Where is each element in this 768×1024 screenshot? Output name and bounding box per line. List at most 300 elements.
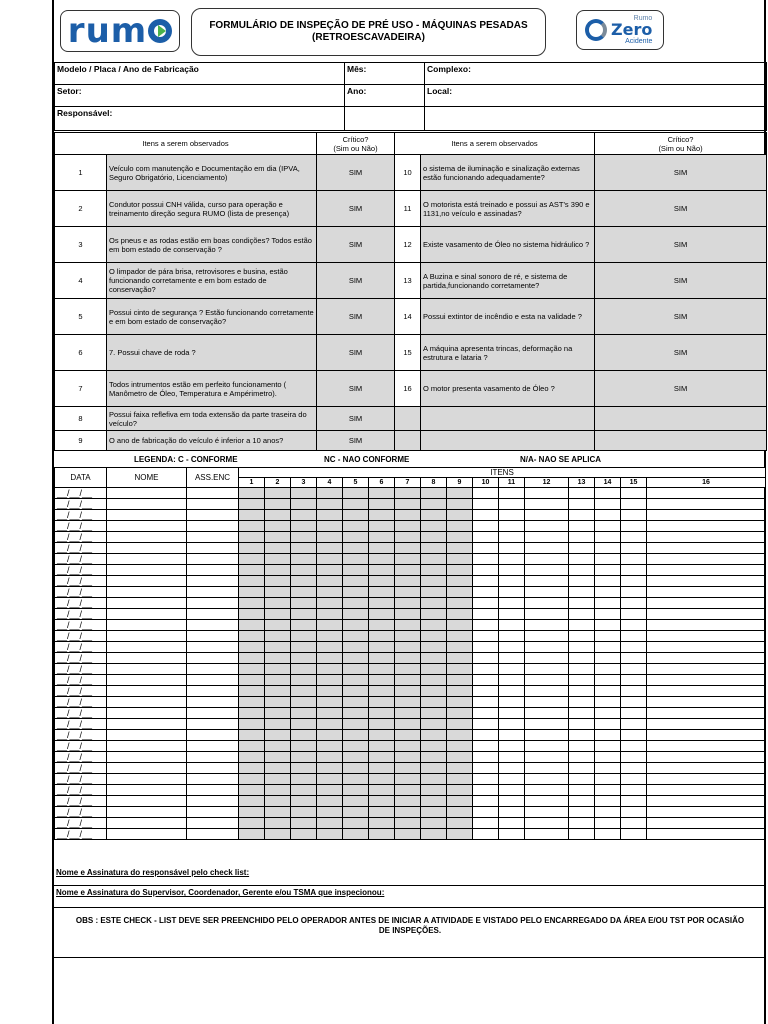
log-item-cell[interactable]: [265, 631, 291, 642]
log-item-cell[interactable]: [499, 587, 525, 598]
log-date-cell[interactable]: __/__/__: [55, 774, 107, 785]
log-item-cell[interactable]: [421, 499, 447, 510]
log-item-cell[interactable]: [499, 653, 525, 664]
log-item-cell[interactable]: [265, 664, 291, 675]
log-name-cell[interactable]: [107, 642, 187, 653]
log-item-cell[interactable]: [291, 730, 317, 741]
log-item-cell[interactable]: [499, 741, 525, 752]
log-item-cell[interactable]: [317, 554, 343, 565]
log-item-cell[interactable]: [395, 664, 421, 675]
log-name-cell[interactable]: [107, 653, 187, 664]
log-item-cell[interactable]: [473, 598, 499, 609]
log-item-cell[interactable]: [569, 664, 595, 675]
log-name-cell[interactable]: [107, 510, 187, 521]
log-item-cell[interactable]: [343, 631, 369, 642]
log-item-cell[interactable]: [447, 752, 473, 763]
item-critical-value[interactable]: SIM: [317, 263, 395, 299]
log-item-cell[interactable]: [447, 785, 473, 796]
log-name-cell[interactable]: [107, 664, 187, 675]
log-item-cell[interactable]: [265, 642, 291, 653]
log-item-cell[interactable]: [343, 675, 369, 686]
log-item-cell[interactable]: [499, 609, 525, 620]
log-signature-cell[interactable]: [187, 686, 239, 697]
log-date-cell[interactable]: __/__/__: [55, 785, 107, 796]
log-item-cell[interactable]: [621, 587, 647, 598]
log-date-cell[interactable]: __/__/__: [55, 675, 107, 686]
log-date-cell[interactable]: __/__/__: [55, 576, 107, 587]
log-item-cell[interactable]: [343, 532, 369, 543]
log-signature-cell[interactable]: [187, 598, 239, 609]
log-item-cell[interactable]: [473, 785, 499, 796]
log-item-cell[interactable]: [473, 741, 499, 752]
log-item-cell[interactable]: [525, 664, 569, 675]
log-item-cell[interactable]: [317, 532, 343, 543]
log-item-cell[interactable]: [525, 576, 569, 587]
log-item-cell[interactable]: [447, 598, 473, 609]
log-item-cell[interactable]: [525, 521, 569, 532]
log-item-cell[interactable]: [473, 675, 499, 686]
log-item-cell[interactable]: [395, 785, 421, 796]
log-item-cell[interactable]: [473, 752, 499, 763]
log-item-cell[interactable]: [621, 532, 647, 543]
log-item-cell[interactable]: [621, 796, 647, 807]
log-item-cell[interactable]: [343, 609, 369, 620]
log-item-cell[interactable]: [421, 730, 447, 741]
log-item-cell[interactable]: [343, 521, 369, 532]
log-date-cell[interactable]: __/__/__: [55, 521, 107, 532]
log-item-cell[interactable]: [239, 521, 265, 532]
log-item-cell[interactable]: [343, 730, 369, 741]
log-item-cell[interactable]: [447, 631, 473, 642]
item-critical-value[interactable]: SIM: [317, 335, 395, 371]
log-item-cell[interactable]: [239, 796, 265, 807]
log-name-cell[interactable]: [107, 620, 187, 631]
complexo-field[interactable]: Complexo:: [425, 63, 767, 85]
log-item-cell[interactable]: [291, 829, 317, 840]
log-item-cell[interactable]: [647, 719, 766, 730]
log-item-cell[interactable]: [265, 587, 291, 598]
log-item-cell[interactable]: [595, 532, 621, 543]
log-date-cell[interactable]: __/__/__: [55, 499, 107, 510]
log-item-cell[interactable]: [595, 598, 621, 609]
log-item-cell[interactable]: [395, 631, 421, 642]
log-item-cell[interactable]: [291, 774, 317, 785]
log-item-cell[interactable]: [239, 807, 265, 818]
log-signature-cell[interactable]: [187, 708, 239, 719]
log-item-cell[interactable]: [499, 829, 525, 840]
log-signature-cell[interactable]: [187, 752, 239, 763]
log-item-cell[interactable]: [447, 620, 473, 631]
log-item-cell[interactable]: [595, 587, 621, 598]
log-signature-cell[interactable]: [187, 499, 239, 510]
log-signature-cell[interactable]: [187, 576, 239, 587]
log-signature-cell[interactable]: [187, 554, 239, 565]
log-date-cell[interactable]: __/__/__: [55, 664, 107, 675]
log-signature-cell[interactable]: [187, 675, 239, 686]
log-name-cell[interactable]: [107, 730, 187, 741]
log-item-cell[interactable]: [421, 752, 447, 763]
log-item-cell[interactable]: [317, 807, 343, 818]
log-item-cell[interactable]: [569, 796, 595, 807]
log-item-cell[interactable]: [369, 675, 395, 686]
log-item-cell[interactable]: [525, 653, 569, 664]
log-item-cell[interactable]: [291, 796, 317, 807]
log-item-cell[interactable]: [317, 543, 343, 554]
log-item-cell[interactable]: [317, 576, 343, 587]
log-item-cell[interactable]: [395, 510, 421, 521]
log-item-cell[interactable]: [265, 774, 291, 785]
log-item-cell[interactable]: [343, 653, 369, 664]
item-critical-value[interactable]: SIM: [317, 299, 395, 335]
log-item-cell[interactable]: [291, 554, 317, 565]
log-item-cell[interactable]: [647, 609, 766, 620]
log-item-cell[interactable]: [265, 752, 291, 763]
log-item-cell[interactable]: [473, 554, 499, 565]
log-item-cell[interactable]: [569, 543, 595, 554]
log-item-cell[interactable]: [525, 532, 569, 543]
log-item-cell[interactable]: [499, 510, 525, 521]
log-item-cell[interactable]: [595, 796, 621, 807]
log-signature-cell[interactable]: [187, 807, 239, 818]
log-item-cell[interactable]: [647, 807, 766, 818]
log-item-cell[interactable]: [369, 741, 395, 752]
log-item-cell[interactable]: [265, 620, 291, 631]
log-item-cell[interactable]: [525, 741, 569, 752]
modelo-field[interactable]: Modelo / Placa / Ano de Fabricação: [55, 63, 345, 85]
log-item-cell[interactable]: [369, 752, 395, 763]
log-item-cell[interactable]: [343, 774, 369, 785]
log-item-cell[interactable]: [647, 587, 766, 598]
log-item-cell[interactable]: [421, 785, 447, 796]
log-item-cell[interactable]: [595, 499, 621, 510]
log-item-cell[interactable]: [369, 576, 395, 587]
log-item-cell[interactable]: [421, 774, 447, 785]
log-item-cell[interactable]: [595, 510, 621, 521]
log-item-cell[interactable]: [647, 653, 766, 664]
log-item-cell[interactable]: [447, 686, 473, 697]
log-item-cell[interactable]: [239, 774, 265, 785]
log-item-cell[interactable]: [421, 576, 447, 587]
log-date-cell[interactable]: __/__/__: [55, 565, 107, 576]
log-item-cell[interactable]: [395, 686, 421, 697]
log-item-cell[interactable]: [525, 609, 569, 620]
log-item-cell[interactable]: [525, 543, 569, 554]
responsavel-field[interactable]: Responsável:: [55, 107, 345, 131]
log-item-cell[interactable]: [265, 796, 291, 807]
log-item-cell[interactable]: [369, 631, 395, 642]
log-item-cell[interactable]: [621, 664, 647, 675]
log-item-cell[interactable]: [473, 587, 499, 598]
log-item-cell[interactable]: [239, 609, 265, 620]
log-item-cell[interactable]: [525, 510, 569, 521]
log-signature-cell[interactable]: [187, 521, 239, 532]
log-item-cell[interactable]: [595, 565, 621, 576]
log-item-cell[interactable]: [395, 609, 421, 620]
item-critical-value[interactable]: SIM: [317, 227, 395, 263]
log-item-cell[interactable]: [395, 708, 421, 719]
log-item-cell[interactable]: [647, 730, 766, 741]
log-name-cell[interactable]: [107, 774, 187, 785]
log-item-cell[interactable]: [621, 510, 647, 521]
log-item-cell[interactable]: [265, 697, 291, 708]
log-item-cell[interactable]: [317, 686, 343, 697]
log-item-cell[interactable]: [569, 488, 595, 499]
log-date-cell[interactable]: __/__/__: [55, 631, 107, 642]
log-item-cell[interactable]: [647, 664, 766, 675]
log-item-cell[interactable]: [621, 499, 647, 510]
log-item-cell[interactable]: [291, 763, 317, 774]
log-item-cell[interactable]: [291, 653, 317, 664]
log-item-cell[interactable]: [343, 554, 369, 565]
log-signature-cell[interactable]: [187, 785, 239, 796]
log-name-cell[interactable]: [107, 598, 187, 609]
log-item-cell[interactable]: [317, 829, 343, 840]
log-item-cell[interactable]: [343, 818, 369, 829]
log-date-cell[interactable]: __/__/__: [55, 697, 107, 708]
log-item-cell[interactable]: [421, 521, 447, 532]
log-item-cell[interactable]: [595, 488, 621, 499]
log-item-cell[interactable]: [525, 719, 569, 730]
log-item-cell[interactable]: [595, 763, 621, 774]
log-item-cell[interactable]: [569, 620, 595, 631]
log-item-cell[interactable]: [265, 576, 291, 587]
log-date-cell[interactable]: __/__/__: [55, 818, 107, 829]
log-date-cell[interactable]: __/__/__: [55, 609, 107, 620]
log-item-cell[interactable]: [291, 499, 317, 510]
log-name-cell[interactable]: [107, 543, 187, 554]
log-item-cell[interactable]: [369, 708, 395, 719]
log-name-cell[interactable]: [107, 763, 187, 774]
log-item-cell[interactable]: [291, 741, 317, 752]
log-item-cell[interactable]: [499, 532, 525, 543]
log-item-cell[interactable]: [647, 774, 766, 785]
log-item-cell[interactable]: [369, 543, 395, 554]
log-item-cell[interactable]: [595, 653, 621, 664]
log-item-cell[interactable]: [343, 829, 369, 840]
log-item-cell[interactable]: [239, 642, 265, 653]
log-item-cell[interactable]: [569, 752, 595, 763]
log-item-cell[interactable]: [317, 763, 343, 774]
log-item-cell[interactable]: [343, 807, 369, 818]
log-item-cell[interactable]: [239, 719, 265, 730]
log-item-cell[interactable]: [395, 730, 421, 741]
log-item-cell[interactable]: [525, 499, 569, 510]
local-field[interactable]: Local:: [425, 85, 767, 107]
log-item-cell[interactable]: [395, 653, 421, 664]
log-item-cell[interactable]: [239, 510, 265, 521]
log-item-cell[interactable]: [499, 499, 525, 510]
item-critical-value[interactable]: SIM: [595, 227, 767, 263]
log-signature-cell[interactable]: [187, 796, 239, 807]
log-name-cell[interactable]: [107, 554, 187, 565]
log-item-cell[interactable]: [343, 499, 369, 510]
log-item-cell[interactable]: [395, 543, 421, 554]
log-item-cell[interactable]: [239, 488, 265, 499]
log-item-cell[interactable]: [421, 609, 447, 620]
log-item-cell[interactable]: [317, 719, 343, 730]
log-item-cell[interactable]: [291, 521, 317, 532]
log-item-cell[interactable]: [647, 697, 766, 708]
log-item-cell[interactable]: [499, 774, 525, 785]
log-item-cell[interactable]: [447, 807, 473, 818]
log-item-cell[interactable]: [447, 741, 473, 752]
log-item-cell[interactable]: [595, 576, 621, 587]
log-item-cell[interactable]: [317, 818, 343, 829]
log-item-cell[interactable]: [647, 499, 766, 510]
log-item-cell[interactable]: [421, 598, 447, 609]
log-item-cell[interactable]: [569, 642, 595, 653]
log-item-cell[interactable]: [499, 796, 525, 807]
log-date-cell[interactable]: __/__/__: [55, 708, 107, 719]
log-item-cell[interactable]: [291, 609, 317, 620]
log-item-cell[interactable]: [595, 807, 621, 818]
log-item-cell[interactable]: [369, 807, 395, 818]
log-item-cell[interactable]: [569, 532, 595, 543]
log-item-cell[interactable]: [265, 719, 291, 730]
log-item-cell[interactable]: [569, 741, 595, 752]
log-item-cell[interactable]: [621, 675, 647, 686]
log-item-cell[interactable]: [595, 554, 621, 565]
log-item-cell[interactable]: [621, 598, 647, 609]
log-item-cell[interactable]: [369, 763, 395, 774]
log-signature-cell[interactable]: [187, 653, 239, 664]
log-item-cell[interactable]: [499, 785, 525, 796]
log-name-cell[interactable]: [107, 796, 187, 807]
log-item-cell[interactable]: [621, 785, 647, 796]
log-signature-cell[interactable]: [187, 697, 239, 708]
log-item-cell[interactable]: [421, 565, 447, 576]
log-item-cell[interactable]: [473, 719, 499, 730]
log-item-cell[interactable]: [421, 675, 447, 686]
log-item-cell[interactable]: [447, 796, 473, 807]
log-item-cell[interactable]: [569, 708, 595, 719]
log-name-cell[interactable]: [107, 565, 187, 576]
log-item-cell[interactable]: [473, 697, 499, 708]
log-item-cell[interactable]: [369, 521, 395, 532]
log-item-cell[interactable]: [473, 818, 499, 829]
log-item-cell[interactable]: [647, 521, 766, 532]
log-item-cell[interactable]: [369, 554, 395, 565]
log-item-cell[interactable]: [291, 587, 317, 598]
log-item-cell[interactable]: [595, 818, 621, 829]
log-item-cell[interactable]: [317, 609, 343, 620]
item-critical-value[interactable]: SIM: [317, 407, 395, 431]
log-item-cell[interactable]: [647, 598, 766, 609]
log-item-cell[interactable]: [291, 818, 317, 829]
log-item-cell[interactable]: [621, 631, 647, 642]
log-item-cell[interactable]: [621, 609, 647, 620]
log-name-cell[interactable]: [107, 719, 187, 730]
log-item-cell[interactable]: [525, 752, 569, 763]
log-item-cell[interactable]: [569, 686, 595, 697]
log-item-cell[interactable]: [343, 543, 369, 554]
log-item-cell[interactable]: [499, 730, 525, 741]
log-item-cell[interactable]: [621, 620, 647, 631]
log-signature-cell[interactable]: [187, 818, 239, 829]
log-item-cell[interactable]: [421, 587, 447, 598]
log-item-cell[interactable]: [595, 774, 621, 785]
log-item-cell[interactable]: [595, 708, 621, 719]
log-item-cell[interactable]: [343, 488, 369, 499]
log-item-cell[interactable]: [239, 664, 265, 675]
log-item-cell[interactable]: [395, 587, 421, 598]
log-item-cell[interactable]: [421, 719, 447, 730]
log-item-cell[interactable]: [395, 741, 421, 752]
log-name-cell[interactable]: [107, 752, 187, 763]
log-item-cell[interactable]: [317, 675, 343, 686]
log-item-cell[interactable]: [343, 697, 369, 708]
log-item-cell[interactable]: [595, 642, 621, 653]
log-item-cell[interactable]: [621, 708, 647, 719]
log-item-cell[interactable]: [395, 532, 421, 543]
log-item-cell[interactable]: [369, 653, 395, 664]
mes-field[interactable]: Mês:: [345, 63, 425, 85]
log-name-cell[interactable]: [107, 576, 187, 587]
log-item-cell[interactable]: [447, 532, 473, 543]
log-item-cell[interactable]: [369, 488, 395, 499]
log-date-cell[interactable]: __/__/__: [55, 587, 107, 598]
log-item-cell[interactable]: [621, 719, 647, 730]
log-item-cell[interactable]: [569, 521, 595, 532]
log-item-cell[interactable]: [499, 543, 525, 554]
log-item-cell[interactable]: [499, 752, 525, 763]
log-item-cell[interactable]: [317, 664, 343, 675]
log-item-cell[interactable]: [369, 510, 395, 521]
log-item-cell[interactable]: [343, 752, 369, 763]
log-item-cell[interactable]: [569, 598, 595, 609]
log-item-cell[interactable]: [621, 543, 647, 554]
log-item-cell[interactable]: [239, 752, 265, 763]
log-item-cell[interactable]: [265, 499, 291, 510]
log-item-cell[interactable]: [569, 631, 595, 642]
log-item-cell[interactable]: [317, 565, 343, 576]
log-item-cell[interactable]: [447, 576, 473, 587]
log-item-cell[interactable]: [369, 774, 395, 785]
log-date-cell[interactable]: __/__/__: [55, 543, 107, 554]
log-item-cell[interactable]: [265, 763, 291, 774]
log-item-cell[interactable]: [265, 708, 291, 719]
log-name-cell[interactable]: [107, 686, 187, 697]
item-critical-value[interactable]: SIM: [595, 299, 767, 335]
log-date-cell[interactable]: __/__/__: [55, 829, 107, 840]
item-critical-value[interactable]: SIM: [595, 371, 767, 407]
log-item-cell[interactable]: [647, 818, 766, 829]
log-item-cell[interactable]: [291, 719, 317, 730]
log-item-cell[interactable]: [525, 554, 569, 565]
log-item-cell[interactable]: [239, 785, 265, 796]
log-item-cell[interactable]: [447, 499, 473, 510]
log-item-cell[interactable]: [343, 719, 369, 730]
log-item-cell[interactable]: [647, 631, 766, 642]
log-name-cell[interactable]: [107, 741, 187, 752]
log-item-cell[interactable]: [317, 774, 343, 785]
log-item-cell[interactable]: [369, 697, 395, 708]
log-item-cell[interactable]: [239, 554, 265, 565]
log-item-cell[interactable]: [291, 664, 317, 675]
log-item-cell[interactable]: [395, 565, 421, 576]
log-item-cell[interactable]: [421, 807, 447, 818]
item-critical-value[interactable]: [595, 407, 767, 431]
log-item-cell[interactable]: [447, 774, 473, 785]
log-item-cell[interactable]: [421, 631, 447, 642]
log-item-cell[interactable]: [499, 686, 525, 697]
log-item-cell[interactable]: [499, 708, 525, 719]
log-item-cell[interactable]: [265, 565, 291, 576]
log-item-cell[interactable]: [569, 697, 595, 708]
log-item-cell[interactable]: [647, 686, 766, 697]
log-item-cell[interactable]: [343, 763, 369, 774]
log-date-cell[interactable]: __/__/__: [55, 741, 107, 752]
